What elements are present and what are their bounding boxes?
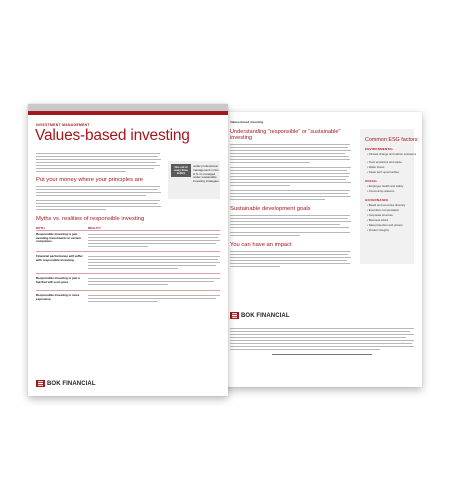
myth-cell: Responsible investing is just a fad that will soon pass. <box>36 276 80 284</box>
sidebar-item: • Corporate structure <box>367 213 393 217</box>
company-logo <box>36 380 96 387</box>
sidebar-item: • Community relations <box>367 189 394 193</box>
page-header: Values-based investing <box>230 120 264 124</box>
sidebar-item: • Product integrity <box>367 228 389 232</box>
sidebar-section-social: SOCIAL <box>365 179 378 183</box>
myth-cell: Financial performance will suffer with responsible investing. <box>36 254 83 262</box>
sidebar-title: Common ESG factors: <box>365 137 419 143</box>
logo-text: BOK FINANCIAL <box>47 380 96 387</box>
document-page-2 <box>222 112 422 387</box>
sidebar-item: • Employee health and safety <box>367 184 403 188</box>
sidebar-section-governance: GOVERNANCE <box>365 198 389 202</box>
section-heading-sdg: Sustainable development goals <box>230 206 311 212</box>
sidebar-item: • Water stress <box>367 165 384 169</box>
document-page-1 <box>28 104 228 396</box>
stat-callout-highlight: One out of every three dollars <box>171 164 191 177</box>
sidebar-item: • Climate change and carbon emissions <box>367 152 416 156</box>
sidebar-item: • Toxic emissions and waste <box>367 160 402 164</box>
section-heading-impact: You can have an impact <box>230 242 292 248</box>
sidebar-item: • Business ethics <box>367 218 388 222</box>
company-logo <box>230 312 290 319</box>
table-header-myth: MYTH <box>36 226 45 230</box>
logo-icon <box>36 380 45 387</box>
sidebar-item: • Data protection and privacy <box>367 223 403 227</box>
logo-text: BOK FINANCIAL <box>241 312 290 319</box>
sidebar-item: • Clean tech opportunities <box>367 170 399 174</box>
sidebar-item: • Board and executive diversity <box>367 203 405 207</box>
page-title: Values-based investing <box>35 127 190 144</box>
stat-callout-text: under professional management in the U.S. is managed under sustainable investing strategies. <box>193 164 220 184</box>
sidebar-item: • Executive compensation <box>367 208 399 212</box>
myth-cell: Responsible investing is more expensive. <box>36 293 80 301</box>
myth-cell: Responsible investing is just avoiding investments in certain companies. <box>36 232 81 244</box>
table-header-reality: REALITY <box>88 226 101 230</box>
header-gray-band <box>28 104 228 111</box>
section-heading-principles: Put your money where your principles are <box>36 177 143 183</box>
header-red-band <box>28 111 228 115</box>
sidebar-section-environmental: ENVIRONMENTAL <box>365 147 394 151</box>
category-eyebrow: INVESTMENT MANAGEMENT <box>36 123 90 127</box>
section-heading-myths: Myths vs. realities of responsible investing <box>36 216 145 222</box>
logo-icon <box>230 312 239 319</box>
section-heading-understanding: Understanding “responsible” or “sustainable” investing <box>230 129 341 142</box>
